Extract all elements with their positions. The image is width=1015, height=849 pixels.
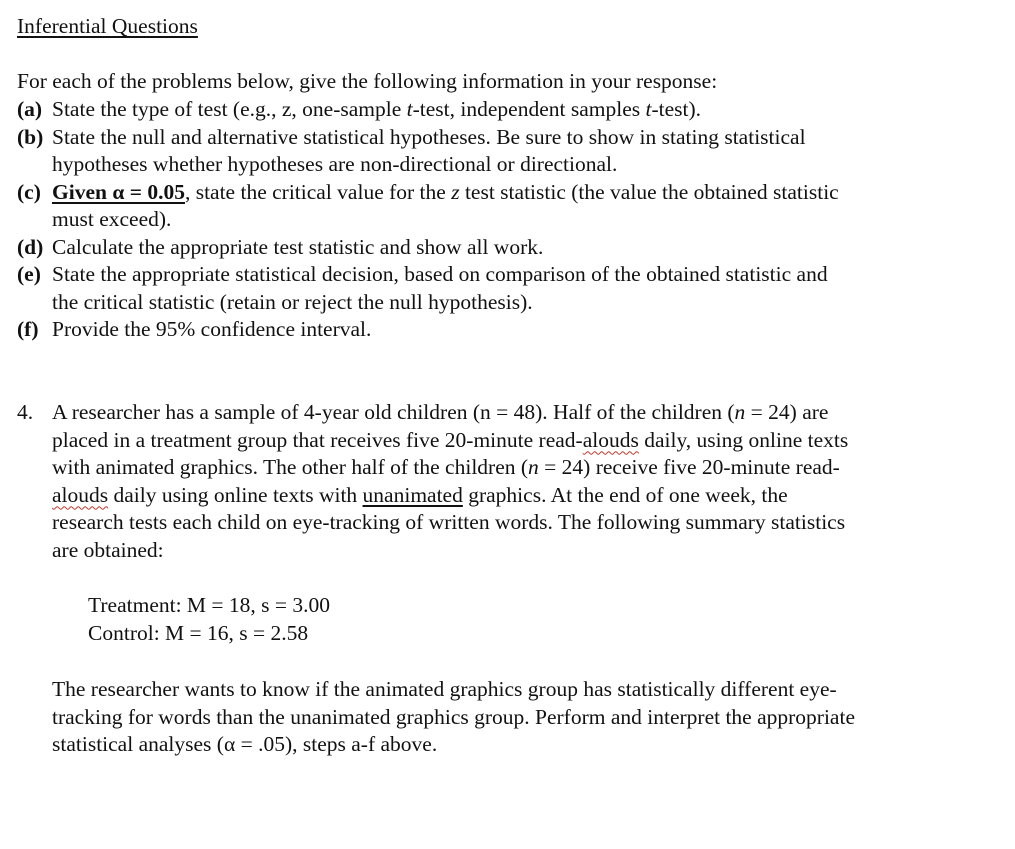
step-text: State the appropriate statistical decision, based on comparison of the obtained statistic and	[52, 262, 828, 286]
step-text: Calculate the appropriate test statistic and show all work.	[52, 234, 544, 259]
steps-list	[17, 96, 977, 344]
step-label: (a)	[17, 97, 43, 121]
problem-line: alouds daily using online texts with unanimated graphics. At the end of one week, the	[52, 482, 788, 507]
problem-line: with animated graphics. The other half of the children (n = 24) receive five 20-minute read-	[52, 455, 840, 479]
problem-number: 4.	[17, 400, 34, 424]
step-a	[17, 96, 977, 124]
step-d	[17, 234, 977, 262]
closing-line: tracking for words than the unanimated graphics group. Perform and interpret the appropriate	[52, 704, 855, 729]
control-stats: Control: M = 16, s = 2.58	[88, 620, 309, 645]
problem-line: placed in a treatment group that receives five 20-minute read-alouds daily, using online texts	[52, 427, 849, 452]
given-alpha: Given α = 0.05	[52, 179, 185, 204]
step-label: (f)	[17, 317, 39, 341]
instructions-intro: For each of the problems below, give the following information in your response:	[17, 69, 718, 93]
step-text: the critical statistic (retain or reject the null hypothesis).	[52, 289, 533, 314]
step-text: State the null and alternative statistical hypotheses. Be sure to show in stating statistical	[52, 124, 806, 149]
step-text: hypotheses whether hypotheses are non-directional or directional.	[52, 152, 618, 176]
treatment-stats: Treatment: M = 18, s = 3.00	[88, 593, 331, 617]
step-f	[17, 316, 977, 344]
step-text: must exceed).	[52, 207, 172, 231]
problem-line: are obtained:	[52, 537, 164, 562]
step-c	[17, 179, 977, 234]
step-label: (b)	[17, 124, 44, 149]
problem-line: A researcher has a sample of 4-year old children (n = 48). Half of the children (n = 24) are	[52, 400, 829, 424]
step-text	[52, 179, 977, 207]
section-heading: Inferential Questions	[17, 14, 198, 38]
step-e	[17, 261, 977, 316]
step-label: (e)	[17, 262, 41, 286]
closing-line: The researcher wants to know if the animated graphics group has statistically different eye-	[52, 677, 837, 701]
problem-4	[17, 399, 967, 564]
step-text-rest: , state the critical value for the z test statistic (the value the obtained statistic	[184, 179, 839, 204]
closing-paragraph	[52, 676, 962, 759]
summary-statistics	[88, 592, 330, 647]
step-b	[17, 124, 977, 179]
step-text: Provide the 95% confidence interval.	[52, 317, 372, 341]
closing-line: statistical analyses (α = .05), steps a-f above.	[52, 732, 438, 756]
step-label: (d)	[17, 234, 44, 259]
step-label: (c)	[17, 179, 41, 204]
problem-line: research tests each child on eye-tracking of written words. The following summary statistics	[52, 510, 846, 534]
step-text: State the type of test (e.g., z, one-sample t-test, independent samples t-test).	[52, 97, 702, 121]
